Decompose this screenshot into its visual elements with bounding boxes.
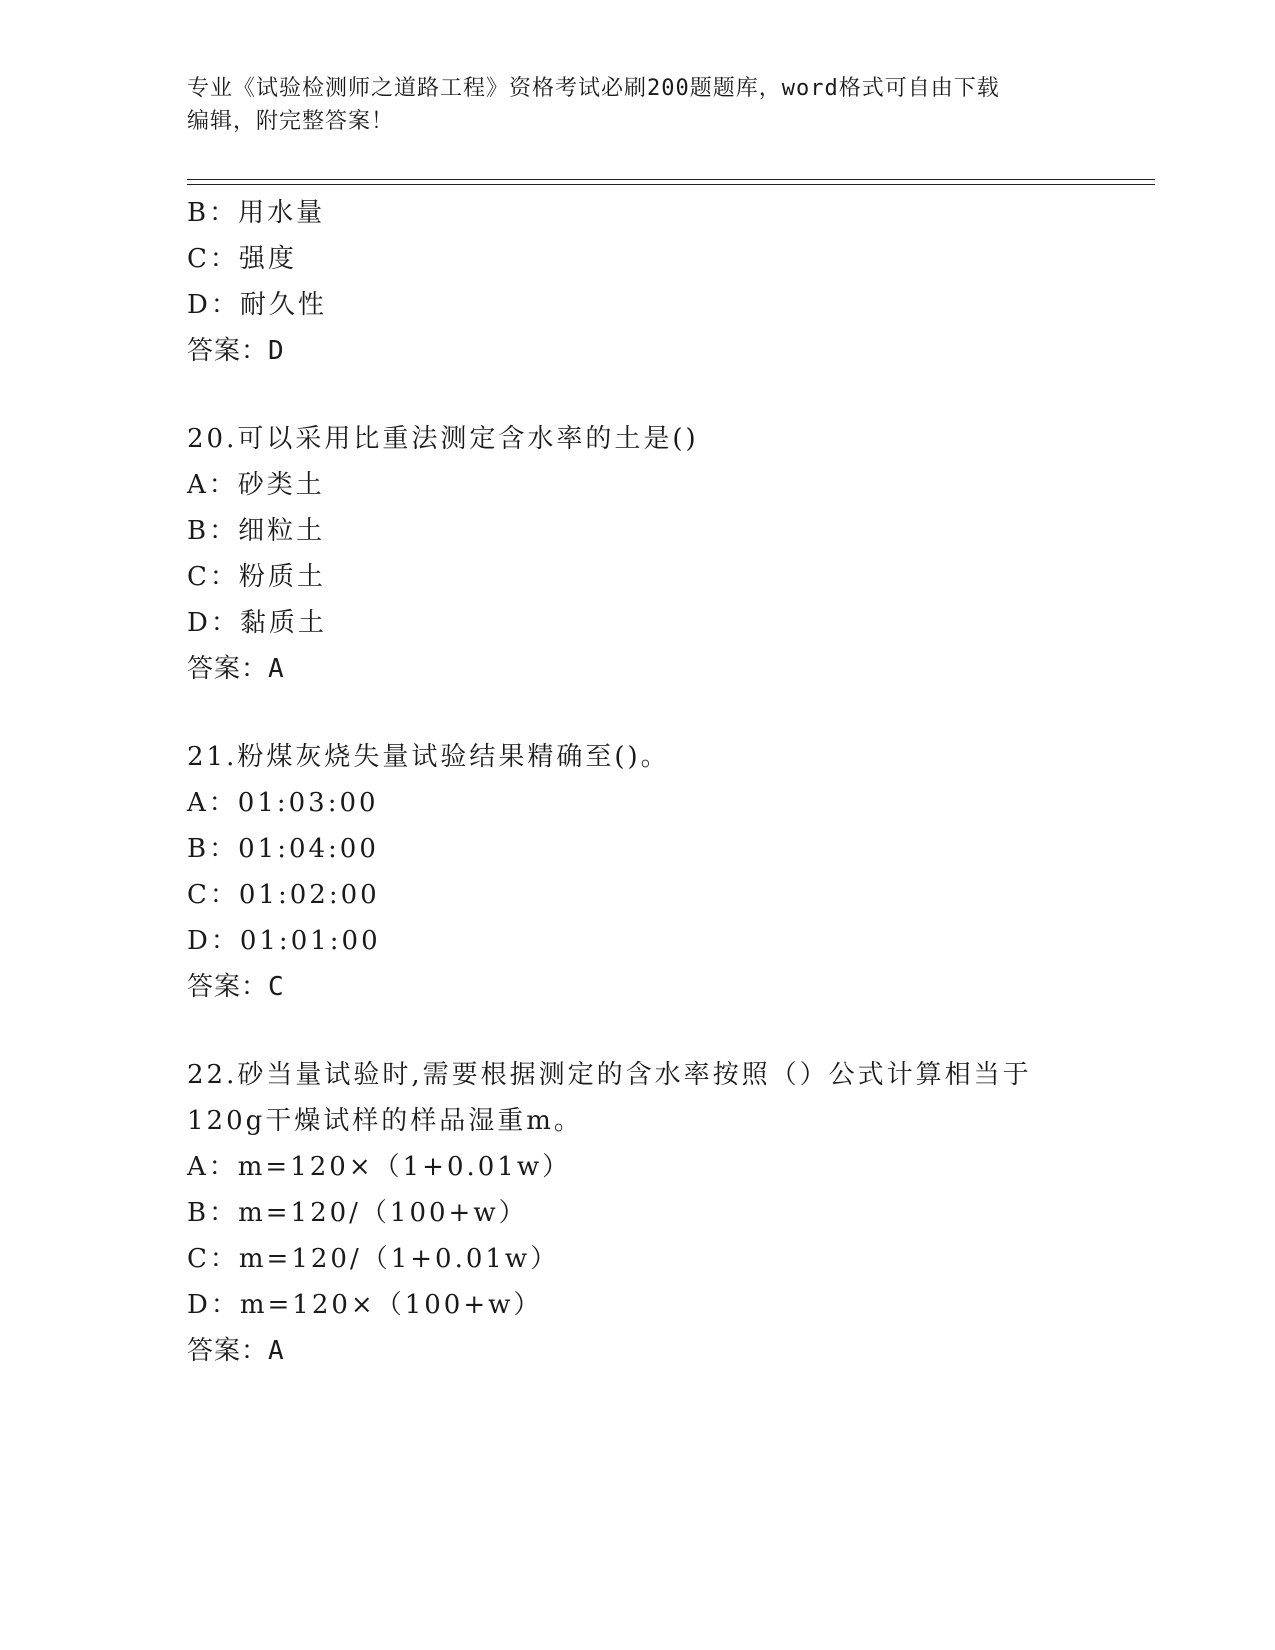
answer: 答案：A	[187, 1336, 285, 1366]
header-line-1: 专业《试验检测师之道路工程》资格考试必刷200题题库，word格式可自由下载	[187, 76, 1000, 101]
spacer	[187, 1010, 1155, 1052]
answer: 答案：A	[187, 654, 285, 684]
option-a: A：砂类土	[187, 470, 325, 500]
question-20	[187, 416, 1155, 692]
option-c: C：强度	[187, 244, 297, 274]
option-c: C：粉质土	[187, 562, 326, 592]
question-text: 20.可以采用比重法测定含水率的土是()	[187, 424, 699, 454]
option-d: D：耐久性	[187, 290, 327, 320]
option-d: D：m=120×（100+w）	[187, 1290, 543, 1320]
header-divider-top	[187, 179, 1155, 180]
header-line-2: 编辑，附完整答案！	[187, 109, 395, 134]
spacer	[187, 374, 1155, 416]
option-c: C：m=120/（1+0.01w）	[187, 1244, 560, 1274]
question-19	[187, 190, 1155, 374]
option-b: B：01:04:00	[187, 834, 379, 864]
answer: 答案：D	[187, 336, 285, 366]
question-21	[187, 734, 1155, 1010]
question-text-line-1: 22.砂当量试验时,需要根据测定的含水率按照（）公式计算相当于	[187, 1060, 1032, 1090]
option-c: C：01:02:00	[187, 880, 380, 910]
question-22	[187, 1052, 1155, 1374]
option-a: A：m=120×（1+0.01w）	[187, 1152, 572, 1182]
option-a: A：01:03:00	[187, 788, 379, 818]
spacer	[187, 692, 1155, 734]
option-b: B：用水量	[187, 198, 326, 228]
option-b: B：m=120/（100+w）	[187, 1198, 528, 1228]
answer: 答案：C	[187, 972, 285, 1002]
document-body	[187, 190, 1155, 1374]
document-header	[187, 72, 1087, 138]
question-text-line-2: 120g干燥试样的样品湿重m。	[187, 1106, 583, 1136]
option-d: D：01:01:00	[187, 926, 381, 956]
question-text: 21.粉煤灰烧失量试验结果精确至()。	[187, 742, 670, 772]
option-d: D：黏质土	[187, 608, 327, 638]
header-divider-bottom	[187, 184, 1155, 185]
option-b: B：细粒土	[187, 516, 326, 546]
